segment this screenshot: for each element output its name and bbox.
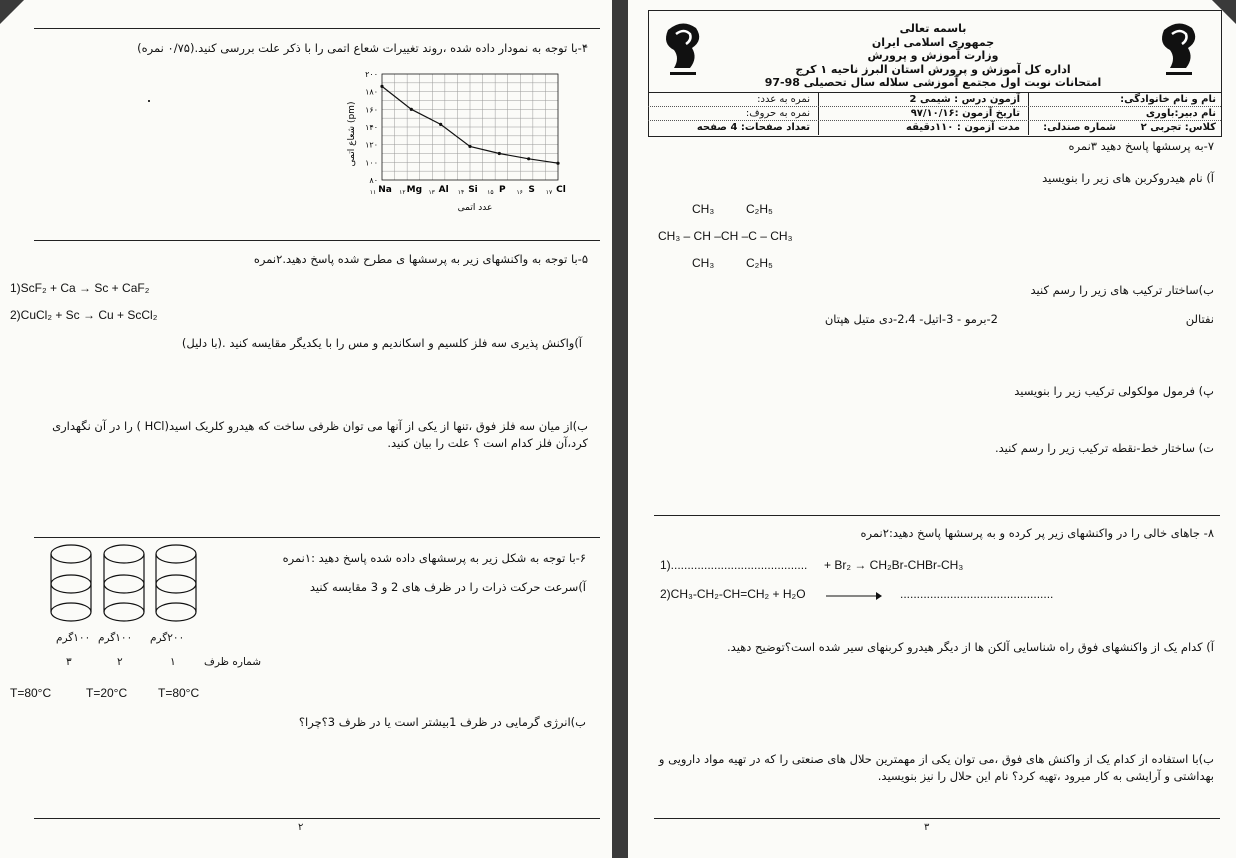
chart-data-point: [498, 152, 501, 155]
page-corner: [0, 0, 24, 24]
chart-x-tick-label: Al: [438, 185, 449, 195]
reaction-1-products: + Br₂ → CH₂Br-CHBr-CH₃: [824, 558, 964, 572]
container-2-number: ۲: [117, 656, 123, 668]
chart-y-tick-label: ۱۸۰: [365, 87, 378, 97]
right-page: [628, 0, 1236, 858]
header-table-rule: [648, 106, 1221, 107]
header-line-1: باسمه تعالی: [899, 22, 967, 35]
container-2-drawing: [104, 545, 144, 621]
container-2-mass: ۱۰۰گرم: [98, 632, 133, 644]
chart-y-tick-label: ۱۲۰: [365, 140, 378, 150]
question-6-part-a: آ)سرعت حرکت ذرات را در ظرف های 2 و 3 مقایسه کنید: [309, 580, 586, 594]
chart-x-tick-atomic-number: ۱۷: [545, 189, 553, 196]
divider: [654, 515, 1220, 516]
container-3-drawing: [51, 545, 91, 621]
chart-x-tick-label: Cl: [556, 185, 566, 195]
score-number-label: نمره به عدد:: [757, 94, 810, 105]
reaction-1-blank: 1).........................................: [660, 558, 808, 572]
structure-bottom-substituent-2: C₂H₅: [746, 256, 773, 270]
chart-data-point: [556, 162, 559, 165]
question-7-text: ۷-به پرسشها پاسخ دهید ۳نمره: [1068, 139, 1214, 153]
chart-x-tick-atomic-number: ۱۶: [516, 189, 523, 196]
question-5-part-b: ب)از میان سه فلز فوق ،تنها از یکی از آنها می توان ظرفی ساخت که هیدرو کلریک اسید(HCl ) را در آن نگهداری کرد،آن فلز کدام است ؟ علت را بیان کنید.: [52, 419, 588, 450]
container-1-number: ۱: [170, 656, 176, 668]
exam-date-label: تاریخ آزمون :۹۷/۱۰/۱۶: [910, 108, 1020, 119]
chart-x-tick-atomic-number: ۱۱: [369, 189, 377, 196]
container-1-temperature: T=80°C: [158, 686, 200, 700]
chart-x-tick-label: S: [528, 185, 535, 195]
question-4-text: ۴-با توجه به نمودار داده شده ،روند تغییرات شعاع اتمی را با ذکر علت بررسی کنید.(۰/۷۵ نمره): [137, 41, 588, 55]
chart-data-point: [527, 157, 530, 160]
container-number-label: شماره ظرف: [204, 656, 262, 668]
question-6-part-b: ب)انرژی گرمایی در ظرف 1بیشتر است یا در ظرف 3؟چرا؟: [298, 715, 586, 729]
question-5-text: ۵-با توجه به واکنشهای زیر به پرسشها ی مطرح شده پاسخ دهید.۲نمره: [253, 252, 588, 266]
question-8-part-a: آ) کدام یک از واکنشهای فوق راه شناسایی آلکن ها از دیگر هیدرو کربنهای سیر شده است؟توضیح دهید.: [727, 640, 1214, 654]
structure-top-substituent-2: C₂H₅: [746, 202, 773, 216]
exam-duration-label: مدت آزمون : ۱۱۰دقیقه: [906, 122, 1020, 133]
question-8-text: ۸- جاهای خالی را در واکنشهای زیر پر کرده و به پرسشها پاسخ دهید:۲نمره: [860, 526, 1214, 540]
header-table-rule: [818, 92, 819, 135]
left-page: [0, 0, 612, 858]
school-logo-right: [1150, 18, 1206, 82]
container-2-temperature: T=20°C: [86, 686, 128, 700]
teacher-name-label: نام دبیر:باوری: [1145, 108, 1216, 119]
header-title-block: [728, 22, 1138, 90]
header-line-2: جمهوری اسلامی ایران: [871, 35, 995, 49]
seat-number-label: شماره صندلی:: [1043, 122, 1116, 133]
reaction-1: 1)ScF₂ + Ca → Sc + CaF₂: [10, 281, 150, 295]
reaction-2-blank: ..............................................: [900, 587, 1054, 601]
exam-subject-label: آزمون درس : شیمی 2: [909, 94, 1020, 105]
reaction-2: 2)CuCl₂ + Sc → Cu + ScCl₂: [10, 308, 158, 322]
header-line-5: امتحانات نوبت اول مجتمع آموزشی سلاله سال تحصیلی 98-97: [764, 76, 1102, 89]
page-number: ۲: [298, 822, 304, 833]
question-8-part-b: ب)با استفاده از کدام یک از واکنش های فوق ،می توان یکی از مهمترین حلال های صنعتی را که در تهیه مواد دارویی و بهداشتی و آرایشی به کار میرود ،تهیه کرد؟ نام این حلال را نیز بنویسید.: [658, 752, 1214, 783]
container-3-mass: ۱۰۰گرم: [56, 632, 91, 644]
chart-x-tick-atomic-number: ۱۵: [487, 189, 494, 196]
page-number: ۳: [924, 822, 930, 833]
question-7-part-p: پ) فرمول مولکولی ترکیب زیر را بنویسید: [1014, 384, 1214, 398]
atomic-radius-chart: [340, 64, 570, 216]
chart-x-tick-atomic-number: ۱۳: [428, 189, 435, 196]
chart-data-point: [468, 145, 471, 148]
chart-x-tick-label: Na: [378, 185, 392, 195]
divider: [34, 818, 600, 819]
header-line-3: وزارت آموزش و پرورش: [867, 49, 999, 62]
chart-x-tick-atomic-number: ۱۲: [399, 189, 406, 196]
structure-bottom-substituent-1: CH₃: [692, 256, 715, 270]
chart-y-label: شعاع اتمی (pm): [347, 101, 357, 167]
divider: [654, 818, 1220, 819]
question-5-part-a: آ)واکنش پذیری سه فلز کلسیم و اسکاندیم و مس را با یکدیگر مقایسه کنید .(با دلیل): [181, 336, 582, 350]
header-table-rule: [1028, 92, 1029, 135]
chart-data-point: [410, 108, 413, 111]
page-count-label: تعداد صفحات: 4 صفحه: [696, 122, 810, 133]
chart-y-tick-label: ۱۶۰: [365, 105, 378, 115]
chart-x-label: عدد اتمی: [457, 203, 493, 213]
container-3-temperature: T=80°C: [10, 686, 52, 700]
header-table-rule: [648, 92, 1221, 93]
chart-y-tick-label: ۲۰۰: [365, 70, 378, 79]
chart-y-tick-label: ۱۴۰: [365, 123, 378, 132]
header-line-4: اداره کل آموزش و پرورش استان البرز ناحیه ۱ کرج: [795, 62, 1071, 76]
structure-main-chain: CH₃ – CH –CH –C – CH₃: [658, 229, 793, 243]
containers-figure: [40, 540, 200, 632]
divider: [34, 537, 600, 538]
chart-grid: [382, 74, 558, 180]
chart-x-tick-label: Si: [468, 185, 478, 195]
divider: [34, 28, 600, 29]
student-name-label: نام و نام خانوادگی:: [1120, 94, 1216, 105]
chart-x-tick-atomic-number: ۱۴: [457, 189, 465, 196]
structure-top-substituent-1: CH₃: [692, 202, 715, 216]
question-7-part-a: آ) نام هیدروکربن های زیر را بنویسید: [1042, 171, 1214, 185]
container-3-number: ۳: [66, 656, 72, 668]
header-table-rule: [648, 120, 1221, 121]
chart-x-tick-label: Mg: [406, 185, 423, 195]
reaction-2: 2)CH₃-CH₂-CH=CH₂ + H₂O: [660, 587, 806, 601]
chart-x-ticks: [370, 185, 566, 196]
class-label: کلاس: تجربی ۲: [1140, 122, 1216, 133]
container-1-mass: ۲۰۰گرم: [150, 632, 185, 644]
compound-bromo-ethyl-dimethyl-heptane: 2-برمو - 3-اتیل- 2،4-دی متیل هپتان: [824, 312, 998, 326]
question-7-part-b: ب)ساختار ترکیب های زیر را رسم کنید: [1030, 283, 1214, 297]
chart-data-point: [439, 123, 442, 126]
question-7-part-t: ت) ساختار خط-نقطه ترکیب زیر را رسم کنید.: [994, 441, 1214, 455]
chart-y-tick-label: ۸۰: [369, 176, 378, 185]
school-logo-left: [654, 18, 710, 82]
container-1-drawing: [156, 545, 196, 621]
score-words-label: نمره به حروف:: [745, 108, 810, 119]
divider: [34, 240, 600, 241]
speck: [148, 100, 150, 102]
chart-y-tick-label: ۱۰۰: [365, 158, 378, 168]
compound-naphthalene: نفتالن: [1185, 312, 1214, 326]
question-6-text: ۶-با توجه به شکل زیر به پرسشهای داده شده پاسخ دهید :۱نمره: [282, 551, 586, 565]
reaction-2-arrow: [824, 590, 884, 602]
chart-y-ticks: [365, 70, 378, 185]
chart-data-point: [380, 85, 383, 88]
chart-x-tick-label: P: [499, 185, 506, 195]
